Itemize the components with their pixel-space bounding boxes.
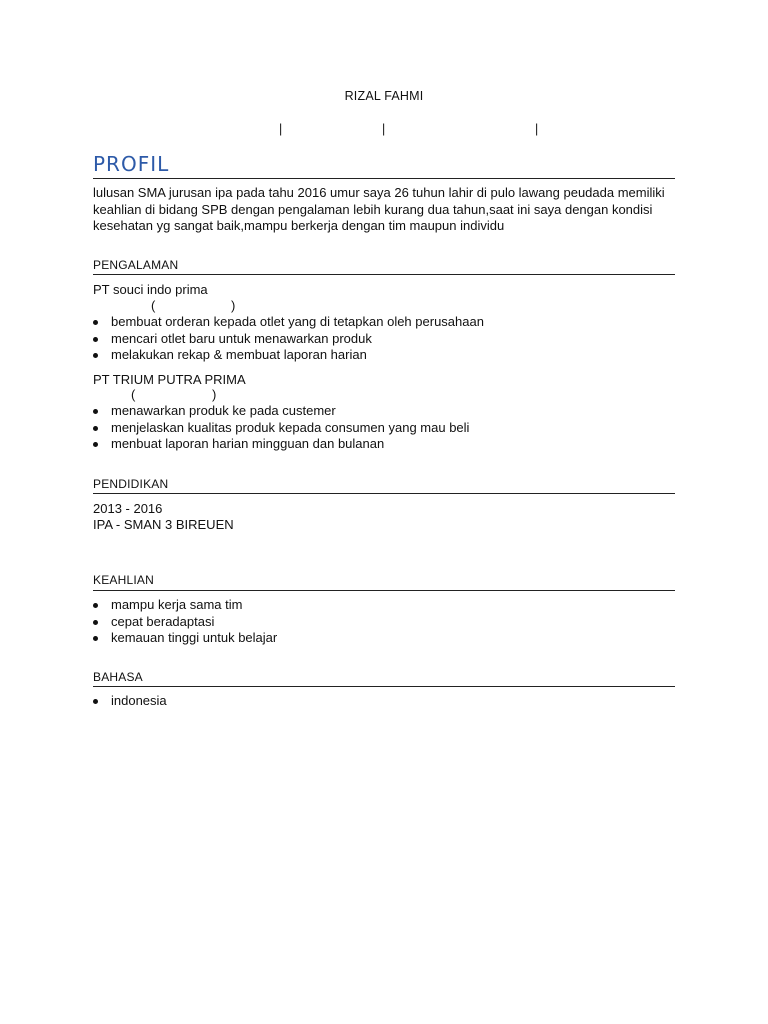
contact-separator: | (279, 122, 283, 136)
list-item: mencari otlet baru untuk menawarkan produk (93, 331, 675, 348)
job-company: PT souci indo prima (93, 282, 208, 297)
list-item: menbuat laporan harian mingguan dan bulanan (93, 436, 675, 453)
list-item: kemauan tinggi untuk belajar (93, 630, 675, 647)
list-item: menjelaskan kualitas produk kepada consumen yang mau beli (93, 420, 675, 437)
candidate-name: RIZAL FAHMI (344, 89, 424, 103)
job-date-close: ) (231, 298, 236, 313)
languages-list (93, 693, 675, 710)
job-duties-list (93, 403, 675, 453)
pendidikan-divider (93, 493, 675, 494)
bullet-icon (93, 337, 98, 342)
education-school: IPA - SMAN 3 BIREUEN (93, 517, 234, 532)
pengalaman-heading: PENGALAMAN (93, 258, 179, 272)
contact-separator: | (535, 122, 539, 136)
profil-divider (93, 178, 675, 179)
job-date-close: ) (212, 387, 217, 402)
job-date-open: ( (151, 298, 156, 313)
bullet-icon (93, 320, 98, 325)
bullet-icon (93, 699, 98, 704)
profil-text: lulusan SMA jurusan ipa pada tahu 2016 umur saya 26 tuhun lahir di pulo lawang peudada memiliki keahlian di bidang SPB dengan pengalaman lebih kurang dua tahun,saat ini saya dengan kondisi kesehatan yg sangat baik,mampu berkerja dengan tim maupun individu (93, 185, 665, 233)
bullet-icon (93, 636, 98, 641)
bahasa-divider (93, 686, 675, 687)
list-item: mampu kerja sama tim (93, 597, 675, 614)
contact-separator: | (382, 122, 386, 136)
skills-list (93, 597, 675, 647)
bullet-icon (93, 426, 98, 431)
pendidikan-heading: PENDIDIKAN (93, 477, 169, 491)
bullet-icon (93, 620, 98, 625)
keahlian-heading: KEAHLIAN (93, 573, 154, 587)
job-duties-list (93, 314, 675, 364)
list-item: cepat beradaptasi (93, 614, 675, 631)
bahasa-heading: BAHASA (93, 670, 143, 684)
keahlian-divider (93, 590, 675, 591)
list-item: melakukan rekap & membuat laporan harian (93, 347, 675, 364)
list-item: menawarkan produk ke pada custemer (93, 403, 675, 420)
list-item: indonesia (93, 693, 675, 710)
profil-heading: PROFIL (93, 152, 170, 176)
bullet-icon (93, 442, 98, 447)
list-item: bembuat orderan kepada otlet yang di tetapkan oleh perusahaan (93, 314, 675, 331)
bullet-icon (93, 353, 98, 358)
education-years: 2013 - 2016 (93, 501, 163, 516)
pengalaman-divider (93, 274, 675, 275)
bullet-icon (93, 603, 98, 608)
job-date-open: ( (131, 387, 136, 402)
bullet-icon (93, 409, 98, 414)
job-company: PT TRIUM PUTRA PRIMA (93, 372, 246, 387)
